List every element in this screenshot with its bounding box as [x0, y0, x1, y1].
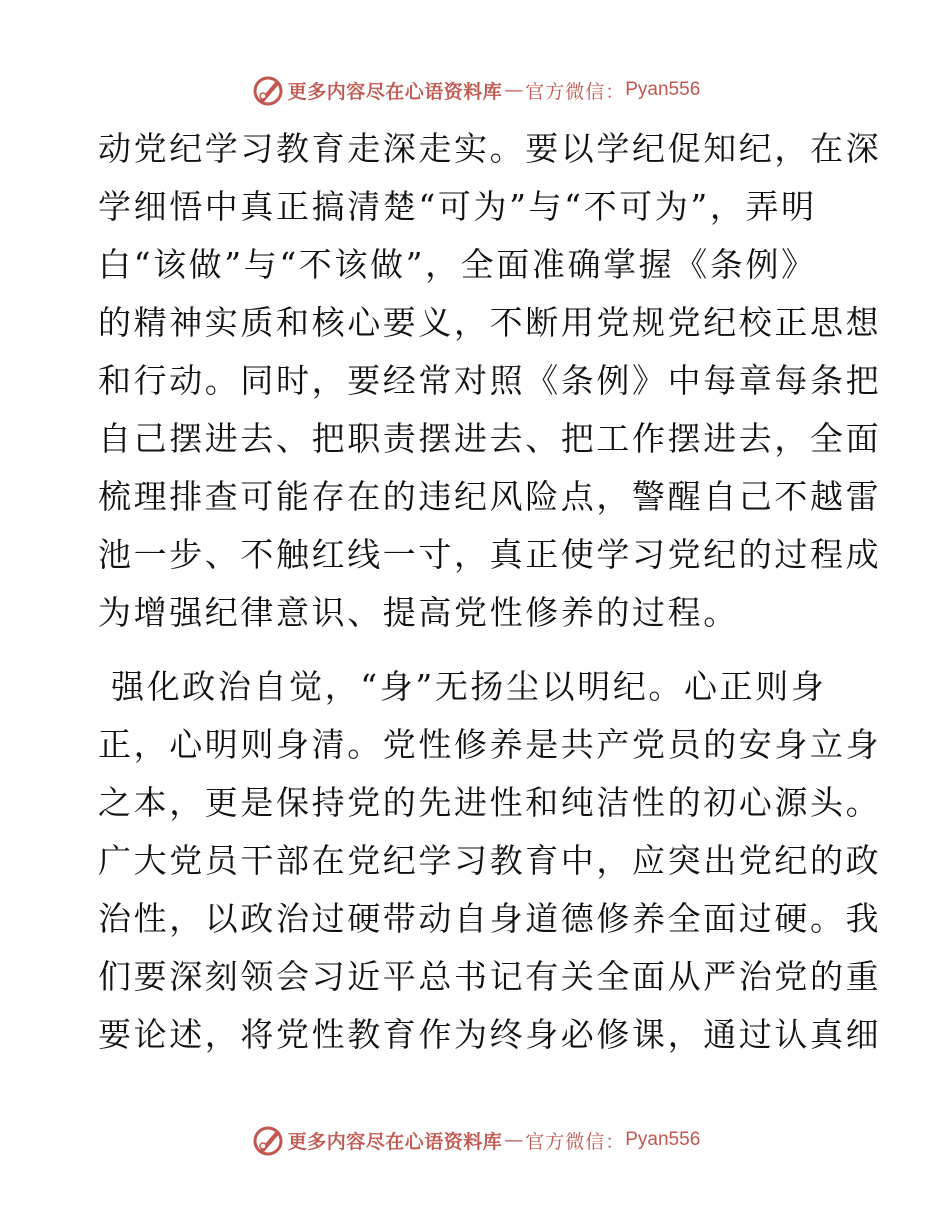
watermark-wechat-id: Pyan556 — [625, 79, 701, 100]
text-line: 们要深刻领会习近平总书记有关全面从严治党的重 — [98, 957, 882, 996]
watermark-site-text: 更多内容尽在心语资料库 — [287, 80, 503, 103]
text-line: 自己摆进去、把职责摆进去、把工作摆进去，全面 — [98, 419, 882, 458]
text-line: 的精神实质和核心要义，不断用党规党纪校正思想 — [98, 303, 882, 342]
footer-watermark — [0, 1122, 950, 1158]
pen-logo-icon — [250, 72, 286, 108]
watermark-dash: — — [504, 1129, 524, 1151]
text-line: 强化政治自觉，“身”无扬尘以明纪。心正则身 — [98, 667, 827, 706]
text-line: 动党纪学习教育走深走实。要以学纪促知纪，在深 — [98, 129, 882, 168]
text-line: 之本，更是保持党的先进性和纯洁性的初心源头。 — [98, 783, 882, 822]
text-line: 池一步、不触红线一寸，真正使学习党纪的过程成 — [98, 535, 882, 574]
watermark-wechat-label: 官方微信： — [525, 1130, 626, 1153]
paragraph-2 — [98, 658, 882, 1064]
text-line: 白“该做”与“不该做”，全面准确掌握《条例》 — [98, 245, 817, 284]
text-line: 要论述，将党性教育作为终身必修课，通过认真细 — [98, 1015, 882, 1054]
text-line: 广大党员干部在党纪学习教育中，应突出党纪的政 — [98, 841, 882, 880]
paragraph-1 — [98, 120, 882, 642]
text-line: 和行动。同时，要经常对照《条例》中每章每条把 — [98, 361, 882, 400]
text-line: 治性，以政治过硬带动自身道德修养全面过硬。我 — [98, 899, 882, 938]
pen-logo-icon — [250, 1122, 286, 1158]
watermark-wechat-label: 官方微信： — [525, 80, 626, 103]
text-line: 正，心明则身清。党性修养是共产党员的安身立身 — [98, 725, 882, 764]
watermark-wechat-id: Pyan556 — [625, 1129, 701, 1150]
header-watermark — [0, 72, 950, 108]
watermark-dash: — — [504, 79, 524, 101]
watermark-site-text: 更多内容尽在心语资料库 — [287, 1130, 503, 1153]
text-line: 梳理排查可能存在的违纪风险点，警醒自己不越雷 — [98, 477, 882, 516]
text-line: 学细悟中真正搞清楚“可为”与“不可为”，弄明 — [98, 187, 817, 226]
text-line: 为增强纪律意识、提高党性修养的过程。 — [98, 593, 739, 632]
